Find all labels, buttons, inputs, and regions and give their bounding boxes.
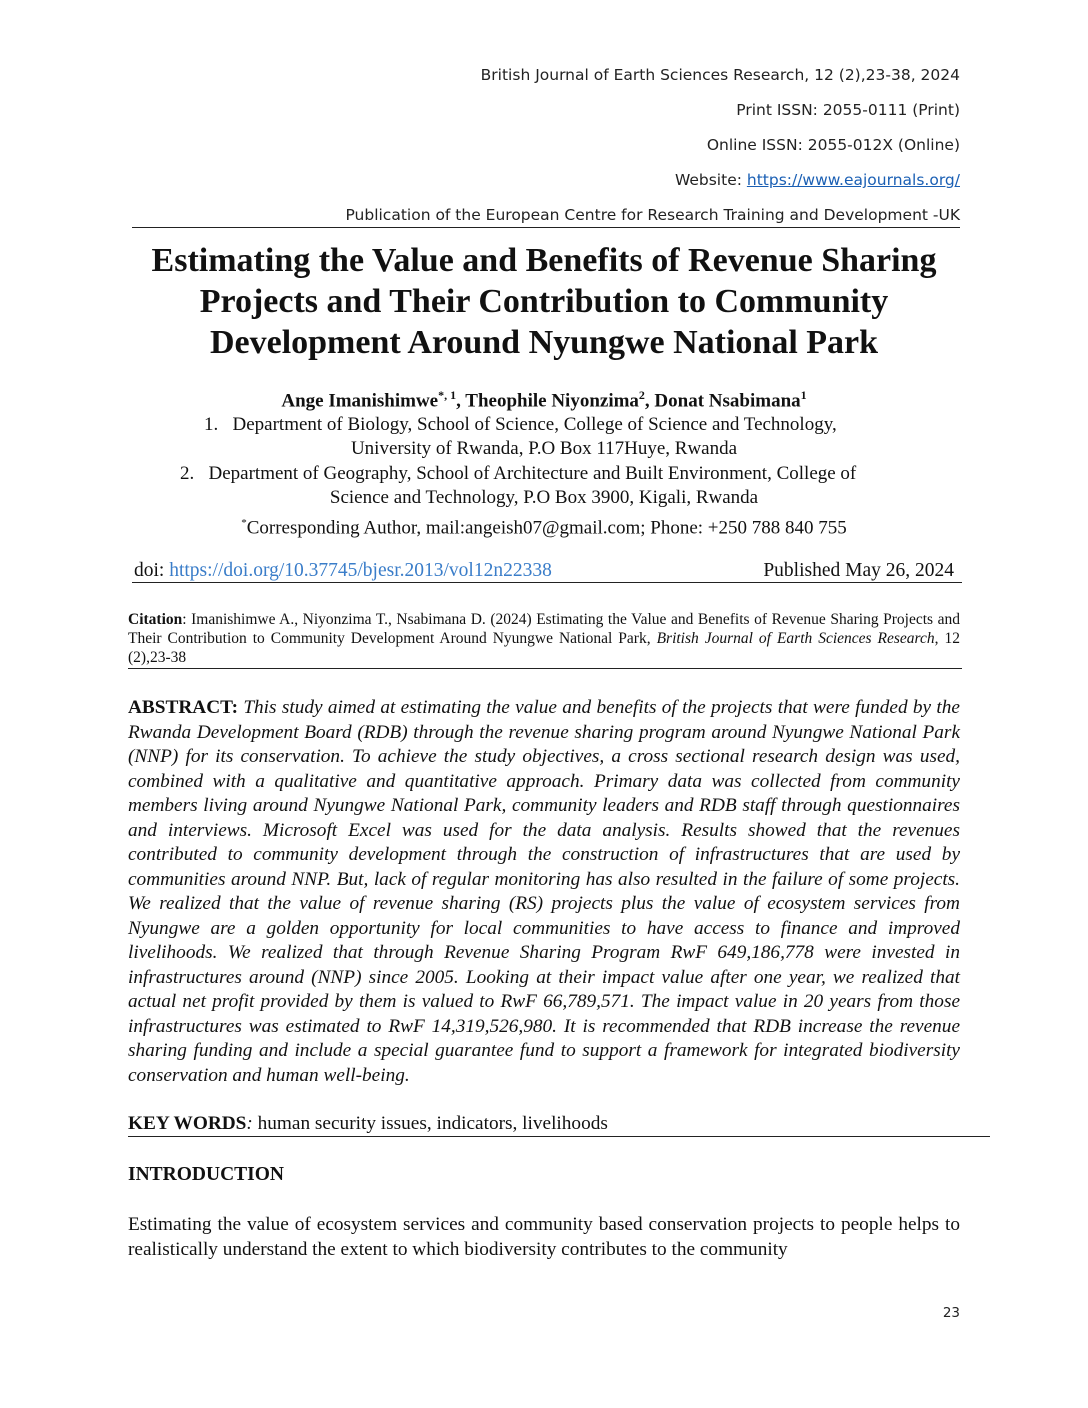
author-list — [0, 388, 1088, 412]
affiliation-text: Department of Biology, School of Science, College of Science and Technology, — [232, 414, 837, 435]
website-link[interactable]: https://www.eajournals.org/ — [746, 171, 960, 189]
affiliation-1-cont: University of Rwanda, P.O Box 117Huye, Rwanda — [350, 438, 738, 459]
author-name: , Donat Nsabimana — [644, 390, 801, 412]
keywords-text: human security issues, indicators, livelihoods — [252, 1113, 608, 1134]
keywords-label: KEY WORDS — [128, 1113, 247, 1134]
website-label: Website: — [674, 171, 747, 189]
author-name: Ange Imanishimwe — [281, 390, 439, 412]
citation-divider — [128, 668, 962, 669]
citation-journal: British Journal of Earth Sciences Research — [656, 630, 935, 647]
doi-divider — [132, 582, 962, 583]
citation-tail: , 12 (2),23-38 — [128, 630, 960, 666]
affiliation-text: Department of Geography, School of Architecture and Built Environment, College of — [208, 463, 857, 484]
author-name: , Theophile Niyonzima — [456, 390, 639, 412]
corresponding-text: Corresponding Author, mail:angeish07@gmail.com; Phone: +250 788 840 755 — [246, 517, 847, 539]
citation-block — [128, 610, 960, 667]
doi-line — [134, 560, 552, 582]
affiliation-number: 2. — [180, 463, 195, 484]
affiliation-number: 1. — [204, 414, 219, 435]
paper-title: Estimating the Value and Benefits of Revenue Sharing Projects and Their Contribution to Community Development Around Nyungwe National Park — [151, 242, 937, 361]
affiliation-2-cont: Science and Technology, P.O Box 3900, Kigali, Rwanda — [329, 487, 759, 508]
affiliation-1 — [204, 413, 837, 437]
publisher-line: Publication of the European Centre for Research Training and Development -UK — [345, 206, 960, 224]
citation-label: Citation — [128, 611, 183, 628]
doi-link[interactable]: https://doi.org/10.37745/bjesr.2013/vol12n22338 — [169, 560, 552, 581]
section-heading: INTRODUCTION — [128, 1164, 285, 1185]
corresponding-author — [0, 511, 1088, 540]
affiliation-2 — [180, 462, 856, 486]
author-affil-marker: 2 — [638, 388, 645, 402]
abstract-block — [128, 696, 960, 1088]
corresponding-marker: * — [241, 517, 247, 529]
print-issn: Print ISSN: 2055-0111 (Print) — [736, 101, 960, 119]
header-divider — [132, 227, 960, 228]
doi-label: doi: — [134, 560, 170, 581]
published-date: Published May 26, 2024 — [763, 560, 954, 581]
keywords-divider — [128, 1136, 990, 1137]
website-line — [675, 171, 960, 189]
page-number: 23 — [942, 1305, 960, 1321]
abstract-text: This study aimed at estimating the value and benefits of the projects that were funded by the Rwanda Development Board (RDB) through the revenue sharing program around Nyungwe National Park (NNP) for its conservation. To achieve the study objectives, a cross sectional research design was used, combined with a qualitative and quantitative approach. Primary data was collected from community members living around Nyungwe National Park, community leaders and RDB staff through questionnaires and interviews. Microsoft Excel was used for the data analysis. Results showed that the revenues contributed to community development through the construction of infrastructures that are used by communities around NNP. But, lack of regular monitoring has also resulted in the failure of some projects. We realized that the value of revenue sharing (RS) projects plus the value of ecosystem services from Nyungwe are a golden opportunity for local communities to have access to finance and improved livelihoods. We realized that through Revenue Sharing Program RwF 649,186,778 were invested in infrastructures around (NNP) since 2005. Looking at their impact value after one year, we realized that actual net profit provided by them is valued to RwF 66,789,571. The impact value in 20 years from those infrastructures was estimated to RwF 14,319,526,980. It is recommended that RDB increase the revenue sharing funding and include a special guarantee fund to support a framework for integrated biodiversity conservation and human well-being. — [128, 697, 960, 1086]
author-affil-marker: 1 — [800, 388, 807, 402]
online-issn: Online ISSN: 2055-012X (Online) — [706, 136, 960, 154]
keywords-colon: : — [246, 1113, 253, 1134]
keywords-line — [128, 1113, 608, 1135]
abstract-label: ABSTRACT: — [128, 697, 238, 718]
intro-paragraph: Estimating the value of ecosystem services and community based conservation projects to people helps to realistically understand the extent to which biodiversity contributes to the community — [128, 1214, 960, 1260]
journal-header: British Journal of Earth Sciences Research, 12 (2),23-38, 2024 — [480, 66, 960, 84]
citation-text: : Imanishimwe A., Niyonzima T., Nsabimana D. (2024) Estimating the Value and Benefits of Revenue Sharing Projects and Their Contribution to Community Development Around Nyungwe National Park, — [128, 611, 960, 647]
author-affil-marker: *, 1 — [438, 388, 457, 402]
